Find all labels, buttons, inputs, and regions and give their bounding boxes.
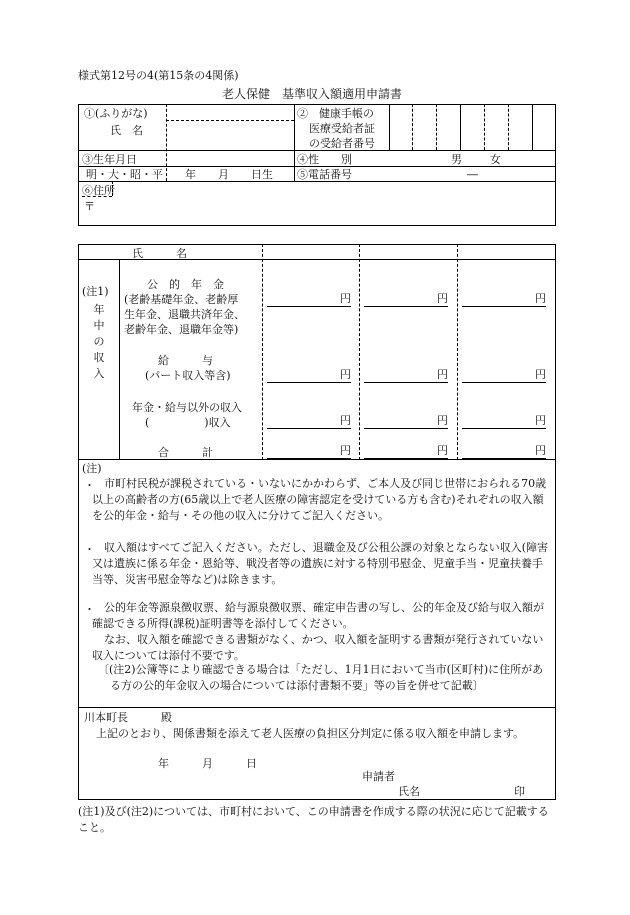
salary-amount-3[interactable]: 円 bbox=[462, 368, 546, 383]
pension-title: 公 的 年 金 bbox=[147, 278, 224, 291]
postal-mark: 〒 bbox=[84, 200, 95, 213]
salary-amount-1[interactable]: 円 bbox=[267, 368, 351, 383]
other-income-detail: ( )収入 bbox=[145, 416, 231, 429]
pension-detail-2: 生年金、退職共済年金、 bbox=[124, 308, 245, 321]
sex-male-option[interactable]: 男 bbox=[451, 153, 462, 166]
total-amount-1[interactable]: 円 bbox=[267, 444, 351, 459]
address-label: ⑥住所 bbox=[82, 184, 115, 197]
salary-detail: (パート収入等含) bbox=[145, 369, 231, 382]
note4-text: 〔(注2)公簿等により確認できる場合は「ただし、1月1日において当市(区町村)に住所がある方の公的年金収入の場合については添付書類不要」等の旨を併せて記載〕 bbox=[98, 663, 544, 692]
notebook-label-1: ② 健康手帳の bbox=[297, 107, 374, 120]
pension-amount-3[interactable]: 円 bbox=[462, 292, 546, 307]
birth-label: ③生年月日 bbox=[82, 153, 137, 166]
sex-female-option[interactable]: 女 bbox=[490, 153, 501, 166]
footer-note: (注1)及び(注2)については、市町村において、この申請書を作成する際の状況に応じて記載すること。 bbox=[78, 805, 549, 834]
total-amount-3[interactable]: 円 bbox=[462, 444, 546, 459]
other-amount-1[interactable]: 円 bbox=[267, 414, 351, 429]
applicant-name-label: 氏名 bbox=[398, 785, 420, 798]
total-amount-2[interactable]: 円 bbox=[364, 444, 448, 459]
seal-mark: 印 bbox=[514, 785, 525, 798]
furigana-field[interactable] bbox=[168, 106, 292, 119]
pension-amount-1[interactable]: 円 bbox=[267, 292, 351, 307]
other-amount-3[interactable]: 円 bbox=[462, 414, 546, 429]
pension-detail-1: (老齢基礎年金、老齢厚 bbox=[124, 293, 239, 306]
notebook-label-3: の受給者番号 bbox=[309, 137, 375, 150]
name-header: 氏 名 bbox=[132, 247, 187, 260]
pension-detail-3: 老齢年金、退職年金等) bbox=[124, 323, 239, 336]
other-amount-2[interactable]: 円 bbox=[364, 414, 448, 429]
form-number: 様式第12号の4(第15条の4関係) bbox=[78, 69, 239, 82]
note3b-text: なお、収入額を確認できる書類がなく、かつ、収入額を証明する書類が発行されていない収入については添付不要です。 bbox=[92, 633, 544, 662]
phone-label: ⑤電話番号 bbox=[297, 168, 352, 181]
recipient-number-field[interactable] bbox=[390, 105, 555, 149]
side-note: (注1) bbox=[82, 285, 109, 298]
note2-bullet: ・ bbox=[84, 543, 95, 556]
total-title: 合 計 bbox=[158, 446, 213, 459]
salary-title: 給 与 bbox=[158, 354, 213, 367]
address-field[interactable] bbox=[100, 198, 550, 224]
note1-bullet: ・ bbox=[84, 479, 95, 492]
applicant-name-field[interactable] bbox=[428, 784, 512, 797]
note2-text: 収入額はすべてご記入ください。ただし、退職金及び公租公課の対象とならない収入(障害又は遺族に係る年金・恩給等、戦没者等の遺族に対する特別弔慰金、児童手当・児童扶養手当等、災害弔慰金等など)は除きます。 bbox=[92, 541, 549, 586]
note3-text: 公的年金等源泉徴収票、給与源泉徴収票、確定申告書の写し、公的年金及び給与収入額が確認できる所得(課税)証明書等を添付してください。 bbox=[92, 601, 544, 630]
note1-text: 市町村民税が課税されている・いないにかかわらず、ご本人及び同じ世帯におられる70歳以上の高齢者の方(65歳以上で老人医療の障害認定を受けている方も含む)それぞれの収入額を公的年金・給与・その他の収入に分けてご記入ください。 bbox=[92, 477, 547, 522]
notes-header: (注) bbox=[82, 462, 102, 475]
side-vertical-label: 年中の収入 bbox=[93, 303, 105, 380]
addressee: 川本町長 殿 bbox=[84, 711, 172, 724]
pension-amount-2[interactable]: 円 bbox=[364, 292, 448, 307]
birth-value[interactable]: 明・大・昭・平 年 月 日生 bbox=[86, 168, 273, 181]
name-label: 氏 名 bbox=[110, 124, 143, 137]
other-income-title: 年金・給与以外の収入 bbox=[132, 401, 242, 414]
application-statement: 上記のとおり、関係書類を添えて老人医療の負担区分判定に係る収入額を申請します。 bbox=[96, 727, 525, 740]
salary-amount-2[interactable]: 円 bbox=[364, 368, 448, 383]
furigana-label: ①(ふりがな) bbox=[84, 107, 148, 120]
form-title: 老人保健 基準収入額適用申請書 bbox=[222, 87, 403, 101]
note3-bullet: ・ bbox=[84, 603, 95, 616]
applicant-label: 申請者 bbox=[362, 770, 395, 783]
notebook-label-2: 医療受給者証 bbox=[309, 122, 375, 135]
phone-field[interactable]: ― bbox=[467, 168, 478, 181]
name-field[interactable] bbox=[168, 122, 292, 149]
application-date[interactable]: 年 月 日 bbox=[158, 757, 257, 770]
sex-label: ④性 別 bbox=[297, 153, 352, 166]
